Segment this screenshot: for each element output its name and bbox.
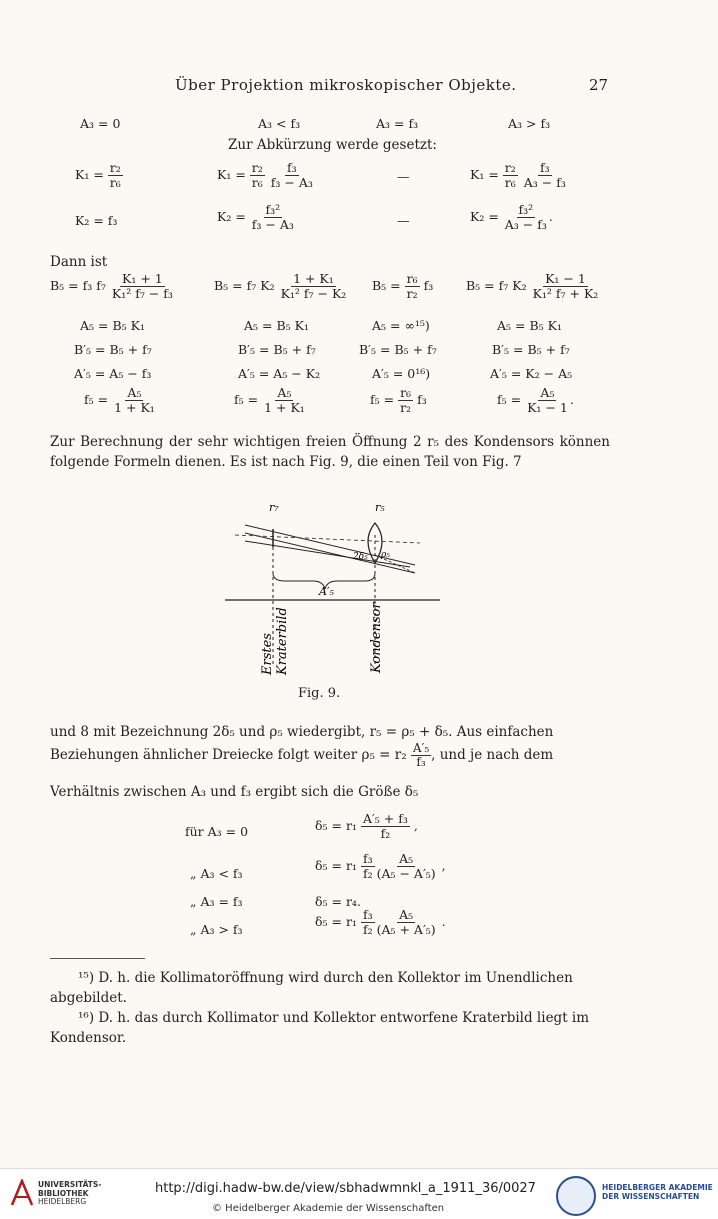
ap5-case3: A′₅ = 0¹⁶) bbox=[372, 366, 431, 381]
a5-case4: A₅ = B₅ K₁ bbox=[497, 318, 562, 333]
footnote-16: ¹⁶) D. h. das durch Kollimator und Kollektor entworfene Kraterbild liegt im Kondensor. bbox=[50, 1010, 590, 1046]
a5-case3: A₅ = ∞¹⁵) bbox=[372, 318, 430, 333]
label-a5: A′₅ bbox=[319, 585, 334, 598]
bp5-case2: B′₅ = B₅ + f₇ bbox=[238, 342, 316, 357]
delta-case3-formula: δ₅ = r₄. bbox=[315, 894, 361, 909]
delta-case4-formula: δ₅ = r₁ $\frac{\text{f₃}}{\text{f₂}}$ $\frac{\text{A₅}}{\text{(A₅ + A′₅)}}$ . bbox=[315, 907, 446, 937]
k2-case1: K₂ = f₃ bbox=[75, 213, 118, 228]
b5-case4: B₅ = f₇ K₂ $\frac{\text{K₁ − 1}}{\text{K₁² f₇ + K₂}}$ bbox=[466, 271, 599, 301]
running-header: Über Projektion mikroskopischer Objekte. bbox=[175, 76, 517, 94]
delta-case2-label: „ A₃ < f₃ bbox=[190, 866, 243, 881]
paragraph-1: Zur Berechnung der sehr wichtigen freien Öffnung 2 r₅ des Kondensors können folgende Formeln dienen. Es ist nach Fig. 9, die einen Teil von Fig. 7 bbox=[50, 434, 610, 470]
bp5-case4: B′₅ = B₅ + f₇ bbox=[492, 342, 570, 357]
b5-case1: B₅ = f₃ f₇ $\frac{\text{K₁ + 1}}{\text{K₁² f₇ − f₃}}$ bbox=[50, 271, 173, 301]
dann-ist: Dann ist bbox=[50, 254, 108, 270]
delta-case4-label: „ A₃ > f₃ bbox=[190, 922, 243, 937]
bp5-case3: B′₅ = B₅ + f₇ bbox=[359, 342, 437, 357]
ap5-case2: A′₅ = A₅ − K₂ bbox=[238, 366, 321, 381]
f5-case3: f₅ = $\frac{\text{r₆}}{\text{r₂}}$ f₃ bbox=[370, 385, 427, 415]
k1-case3: — bbox=[397, 169, 410, 184]
label-rho: ρ₅ bbox=[381, 550, 390, 560]
f5-case4: f₅ = $\frac{\text{A₅}}{\text{K₁ − 1}}$ . bbox=[497, 385, 574, 415]
a5-case1: A₅ = B₅ K₁ bbox=[80, 318, 145, 333]
f5-case1: f₅ = $\frac{\text{A₅}}{\text{1 + K₁}}$ bbox=[84, 385, 155, 415]
k2-case2: K₂ = $\frac{\text{f₃²}}{\text{f₃ − A₃}}$ bbox=[217, 202, 294, 232]
document-url-link[interactable]: http://digi.hadw-bw.de/view/sbhadwmnkl_a_1911_36/0027 bbox=[155, 1181, 536, 1196]
f5-case2: f₅ = $\frac{\text{A₅}}{\text{1 + K₁}}$ bbox=[234, 385, 305, 415]
academy-name: HEIDELBERGER AKADEMIE DER WISSENSCHAFTEN bbox=[602, 1183, 713, 1201]
footnote-15: ¹⁵) D. h. die Kollimatoröffnung wird durch den Kollektor im Unendlichen abgebildet. bbox=[50, 970, 573, 1006]
ap5-case4: A′₅ = K₂ − A₅ bbox=[490, 366, 573, 381]
label-kondensor: Kondensor bbox=[369, 602, 384, 673]
k1-case2: K₁ = $\frac{\text{r₂}}{\text{r₆}}$ $\frac{\text{f₃}}{\text{f₃ − A₃}}$ bbox=[217, 160, 313, 190]
case-2: A₃ < f₃ bbox=[258, 116, 301, 131]
copyright-notice: © Heidelberger Akademie der Wissenschaften bbox=[212, 1203, 445, 1214]
bp5-case1: B′₅ = B₅ + f₇ bbox=[74, 342, 152, 357]
k1-case4: K₁ = $\frac{\text{r₂}}{\text{r₆}}$ $\frac{\text{f₃}}{\text{A₃ − f₃}}$ bbox=[470, 160, 566, 190]
ap5-case1: A′₅ = A₅ − f₃ bbox=[74, 366, 152, 381]
delta-case1-label: für A₃ = 0 bbox=[185, 824, 249, 839]
paragraph-2-line3: Verhältnis zwischen A₃ und f₃ ergibt sich die Größe δ₅ bbox=[50, 784, 419, 800]
label-kraterbild: Kraterbild bbox=[275, 607, 290, 675]
university-library-name: UNIVERSITÄTS- BIBLIOTHEK HEIDELBERG bbox=[38, 1180, 102, 1206]
delta-case1-formula: δ₅ = r₁ $\frac{\text{A′₅ + f₃}}{\text{f₂}}$ , bbox=[315, 811, 418, 841]
b5-case2: B₅ = f₇ K₂ $\frac{\text{1 + K₁}}{\text{K₁² f₇ − K₂}}$ bbox=[214, 271, 347, 301]
footnote-rule bbox=[50, 958, 145, 959]
case-3: A₃ = f₃ bbox=[376, 116, 419, 131]
k2-case3: — bbox=[397, 213, 410, 228]
label-r5: r₅ bbox=[375, 501, 385, 514]
k1-case1: K₁ = $\frac{\text{r₂}}{\text{r₆}}$ bbox=[75, 160, 121, 190]
paragraph-2-line2: Beziehungen ähnlicher Dreiecke folgt weiter ρ₅ = r₂ $\frac{\text{A′₅}}{\text{f₃}}$ , und je nach dem bbox=[50, 741, 554, 770]
label-r7: r₇ bbox=[269, 501, 279, 514]
case-4: A₃ > f₃ bbox=[508, 116, 551, 131]
case-1: A₃ = 0 bbox=[80, 116, 121, 131]
figure-caption: Fig. 9. bbox=[298, 686, 341, 701]
k2-case4: K₂ = $\frac{\text{f₃²}}{\text{A₃ − f₃}}$ . bbox=[470, 202, 553, 232]
a5-case2: A₅ = B₅ K₁ bbox=[244, 318, 309, 333]
paragraph-2-line1: und 8 mit Bezeichnung 2δ₅ und ρ₅ wiedergibt, r₅ = ρ₅ + δ₅. Aus einfachen bbox=[50, 724, 554, 740]
university-library-logo-icon bbox=[10, 1179, 34, 1207]
label-erstes: Erstes bbox=[260, 633, 275, 675]
b5-case3: B₅ = $\frac{\text{r₆}}{\text{r₂}}$ f₃ bbox=[372, 271, 434, 301]
label-2delta: 2δ₅ bbox=[353, 552, 368, 562]
viewer-footer bbox=[0, 1168, 718, 1219]
delta-case3-label: „ A₃ = f₃ bbox=[190, 894, 243, 909]
figure-9 bbox=[225, 495, 445, 705]
academy-seal-icon bbox=[556, 1176, 596, 1216]
page-number: 27 bbox=[589, 76, 609, 94]
delta-case2-formula: δ₅ = r₁ $\frac{\text{f₃}}{\text{f₂}}$ $\frac{\text{A₅}}{\text{(A₅ − A′₅)}}$ , bbox=[315, 851, 446, 881]
abbreviation-heading: Zur Abkürzung werde gesetzt: bbox=[228, 137, 437, 153]
